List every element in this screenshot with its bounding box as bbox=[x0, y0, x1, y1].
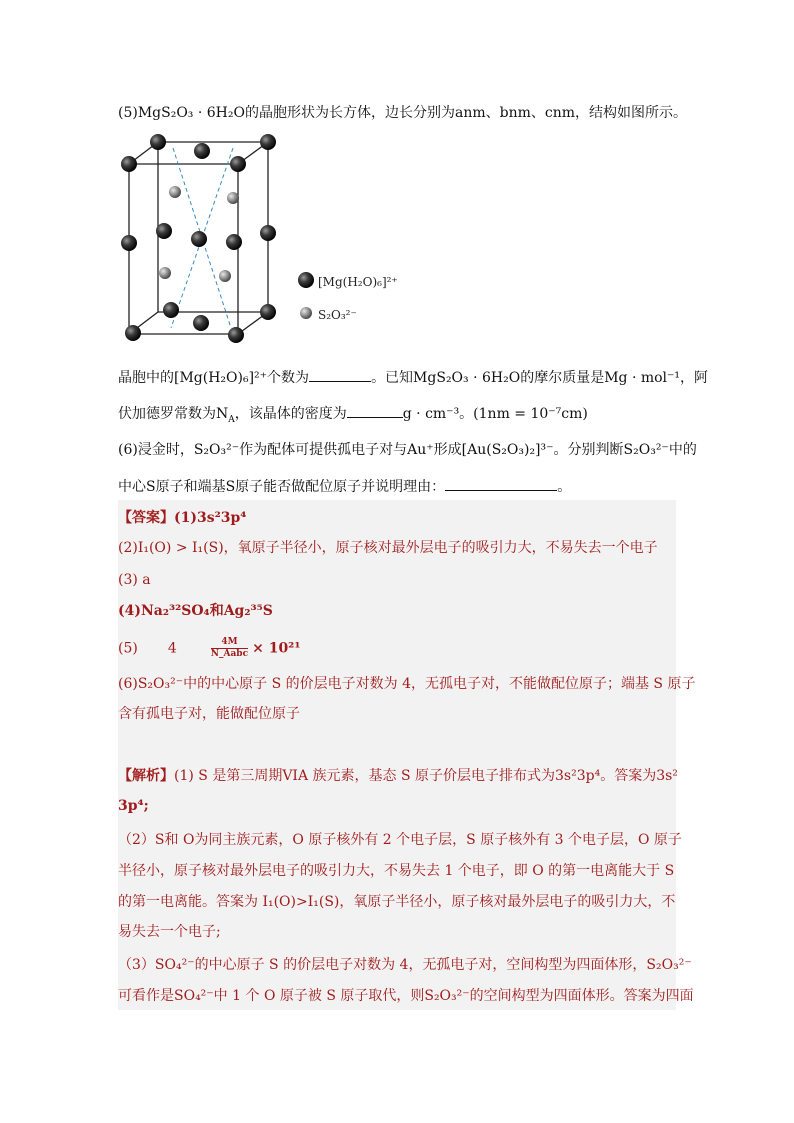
fraction-numerator: 4M bbox=[211, 637, 248, 649]
analysis-2-l2: 半径小，原子核对最外层电子的吸引力大，不易失去 1 个电子，即 O 的第一电离能大于 S bbox=[118, 863, 675, 879]
mg-atom bbox=[121, 235, 137, 251]
answer-6-line1: (6)S₂O₃²⁻中的中心原子 S 的价层电子对数为 4，无孤电子对，不能做配位原子；端基 S 原子 bbox=[118, 676, 696, 692]
q6-line2-text: 中心S原子和端基S原子能否做配位原子并说明理由： bbox=[118, 479, 446, 495]
mg-atom bbox=[191, 231, 207, 247]
q5-line1-b: 。已知MgS₂O₃ · 6H₂O的摩尔质量是Mg · mol⁻¹，阿 bbox=[371, 370, 709, 386]
s2o3-atom bbox=[219, 270, 231, 282]
q6-line1: (6)浸金时，S₂O₃²⁻作为配体可提供孤电子对与Au⁺形成[Au(S₂O₃)₂]³⁻。分别判断S₂O₃²⁻中的 bbox=[118, 442, 697, 458]
mg-atom bbox=[260, 304, 276, 320]
analysis-line1 bbox=[118, 766, 678, 786]
answer-5-tail: × 10²¹ bbox=[252, 640, 301, 657]
answer-5-label: (5) bbox=[118, 640, 138, 657]
mg-atom bbox=[193, 315, 209, 331]
answer-2-text: ，氧原子半径小，原子核对最外层电子的吸引力大，不易失去一个电子 bbox=[223, 540, 658, 556]
analysis-2-l3: 的第一电离能。答案为 I₁(O)>I₁(S)，氧原子半径小，原子核对最外层电子的吸引力大，不 bbox=[118, 894, 676, 910]
analysis-2-l1: （2）S和 O为同主族元素，O 原子核外有 2 个电子层，S 原子核外有 3 个电子层，O 原子 bbox=[118, 832, 682, 848]
mg-atom bbox=[163, 302, 179, 318]
answer-2-prefix: (2)I₁(O) > I₁(S) bbox=[118, 540, 224, 556]
answer-blank-density[interactable] bbox=[347, 403, 403, 418]
mg-atom bbox=[260, 225, 276, 241]
q5-line1 bbox=[118, 367, 708, 388]
legend-s2o3-swatch bbox=[300, 307, 312, 319]
q5-line2 bbox=[118, 403, 588, 424]
q5-line2-c: g · cm⁻³。(1nm = 10⁻⁷cm) bbox=[402, 406, 588, 422]
answer-line1 bbox=[118, 508, 246, 528]
q5-line2-sub: A bbox=[228, 414, 235, 425]
legend-mg-label: [Mg(H₂O)₆]²⁺ bbox=[318, 275, 398, 289]
answer-label: 【答案】 bbox=[118, 510, 174, 526]
analysis-2-l4: 易失去一个电子; bbox=[118, 924, 221, 940]
mg-atom bbox=[260, 134, 276, 150]
analysis-3-l2: 可看作是SO₄²⁻中 1 个 O 原子被 S 原子取代，则S₂O₃²⁻的空间构型为四面体形。答案为四面 bbox=[118, 988, 694, 1004]
fraction-denominator: N_Aabc bbox=[210, 649, 249, 659]
answer-blank-count[interactable] bbox=[309, 367, 371, 382]
q5-line2-a: 伏加德罗常数为N bbox=[118, 406, 229, 422]
mg-atom bbox=[228, 327, 244, 343]
answer-5-fraction bbox=[211, 637, 248, 660]
analysis-1-l2: 3p⁴; bbox=[118, 798, 149, 814]
analysis-1-l1: (1) S 是第三周期VIA 族元素，基态 S 原子价层电子排布式为3s²3p⁴。答案为3s² bbox=[174, 768, 678, 784]
q6-line2 bbox=[118, 476, 571, 497]
crystal-cell-figure bbox=[118, 126, 398, 356]
mg-atom bbox=[150, 134, 166, 150]
mg-atom bbox=[156, 223, 172, 239]
mg-atom bbox=[226, 234, 242, 250]
analysis-3-l1: （3）SO₄²⁻的中心原子 S 的价层电子对数为 4，无孤电子对，空间构型为四面体形，S₂O₃²⁻ bbox=[118, 957, 692, 973]
mg-atom bbox=[194, 143, 210, 159]
answer-3: (3) a bbox=[118, 572, 151, 588]
q5-line2-b: ，该晶体的密度为 bbox=[234, 406, 347, 422]
q5-intro: (5)MgS₂O₃ · 6H₂O的晶胞形状为长方体，边长分别为anm、bnm、cnm，结构如图所示。 bbox=[118, 105, 688, 121]
q6-line2-end: 。 bbox=[557, 479, 572, 495]
answer-5 bbox=[118, 637, 300, 660]
analysis-label: 【解析】 bbox=[118, 768, 174, 784]
answer-blank-reason[interactable] bbox=[445, 476, 557, 491]
s2o3-atom bbox=[169, 186, 181, 198]
answer-5-count: 4 bbox=[167, 640, 177, 657]
mg-atom bbox=[125, 325, 141, 341]
legend-mg-swatch bbox=[298, 272, 314, 288]
q5-line1-a: 晶胞中的[Mg(H₂O)₆]²⁺个数为 bbox=[118, 370, 310, 386]
mg-atom bbox=[230, 156, 246, 172]
s2o3-atom bbox=[227, 192, 239, 204]
answer-line2 bbox=[118, 538, 658, 558]
answer-4: (4)Na₂³²SO₄和Ag₂³⁵S bbox=[118, 603, 273, 619]
answer-6-line2: 含有孤电子对，能做配位原子 bbox=[118, 706, 300, 722]
figure-legend bbox=[298, 272, 398, 322]
legend-s2o3-label: S₂O₃²⁻ bbox=[318, 308, 357, 322]
mg-atom bbox=[121, 156, 137, 172]
s2o3-atom bbox=[159, 267, 171, 279]
answer-1: (1)3s²3p⁴ bbox=[174, 510, 247, 526]
